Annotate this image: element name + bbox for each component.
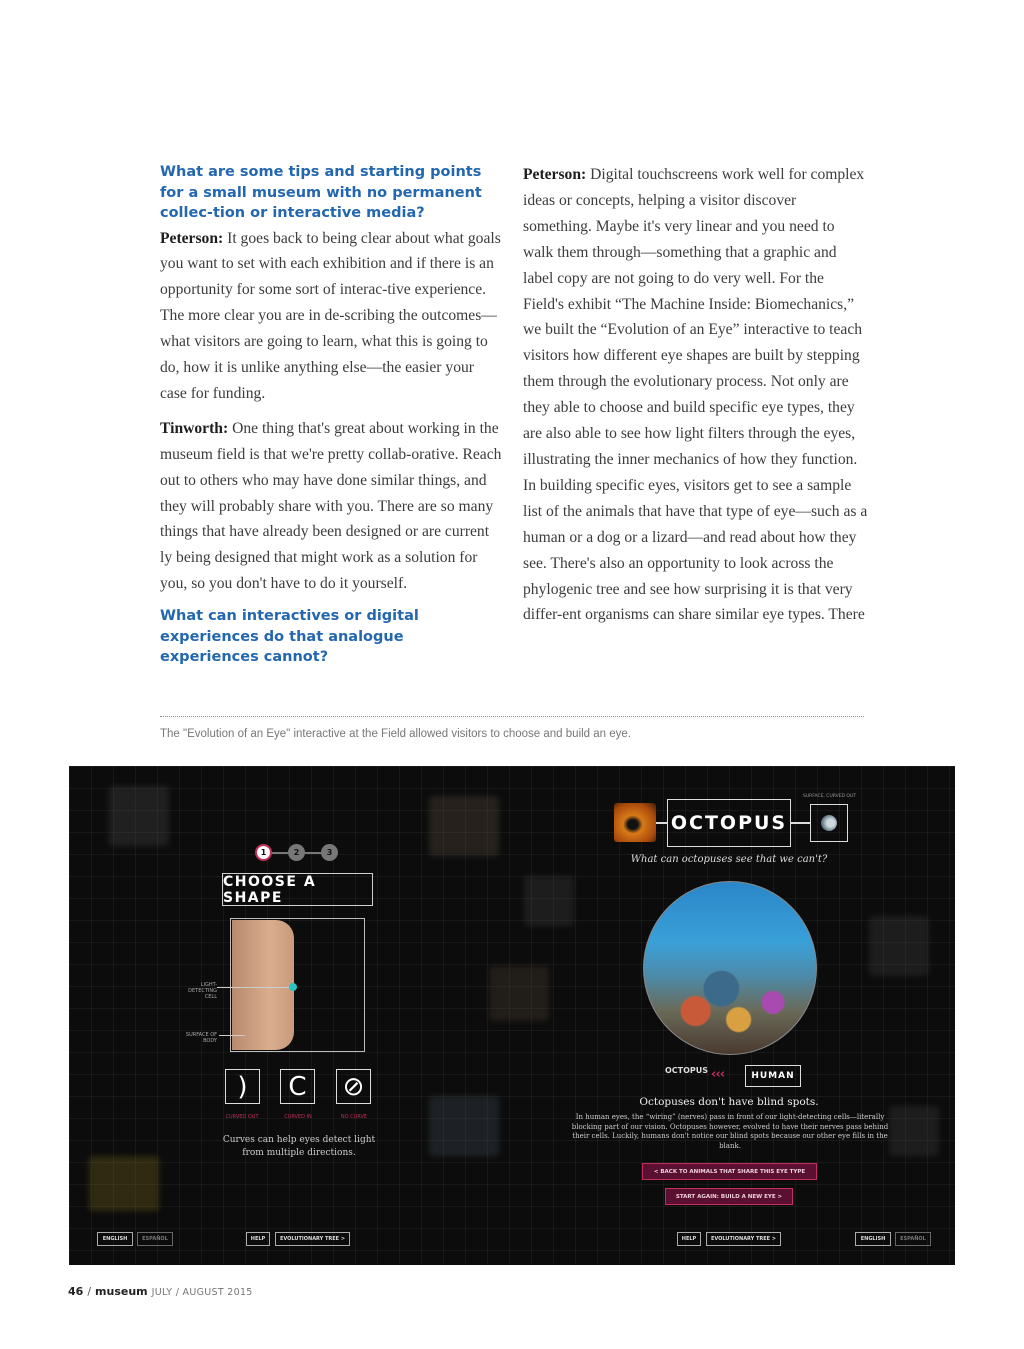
background-tile: [489, 966, 549, 1021]
espanol-button[interactable]: ESPAÑOL: [137, 1232, 173, 1246]
page-footer: [68, 1285, 253, 1298]
label-line: [217, 987, 289, 988]
answer-peterson-1: [160, 226, 502, 407]
step-connector: [305, 852, 321, 854]
option-label: CURVED IN: [284, 1114, 312, 1120]
background-tile: [429, 796, 499, 856]
speaker-name: Tinworth:: [160, 419, 229, 437]
interview-question-2: What can interactives or digital experiences do that analogue experiences cannot?: [160, 608, 419, 666]
blind-spot-body: In human eyes, the “wiring” (nerves) pass in front of our light-detecting cells—literally blocking part of our vision. Octopuses however, evolved to have their nerves pass behind their cells. Luckily, humans don't notice our blind spots because our other eye fills in the blank.: [571, 1113, 889, 1150]
speaker-name: Peterson:: [160, 229, 224, 247]
eye-type-note: SURFACE, CURVED OUT: [803, 794, 857, 799]
eye-shape-icon: [810, 804, 848, 842]
label-line: [219, 1035, 245, 1036]
speaker-name: Peterson:: [523, 166, 587, 183]
article-left-column: [160, 162, 502, 668]
evolutionary-tree-button[interactable]: EVOLUTIONARY TREE >: [706, 1232, 781, 1246]
help-button[interactable]: HELP: [677, 1232, 701, 1246]
curved-in-icon: C: [288, 1071, 307, 1102]
light-cell-marker: [289, 983, 297, 991]
answer-tinworth: [160, 416, 502, 597]
english-button[interactable]: ENGLISH: [855, 1232, 891, 1246]
step-indicator: [255, 844, 338, 861]
english-button[interactable]: ENGLISH: [97, 1232, 133, 1246]
connector-line: [656, 822, 667, 824]
page-number: 46: [68, 1285, 84, 1298]
background-tile: [429, 1096, 499, 1156]
back-to-animals-button[interactable]: < BACK TO ANIMALS THAT SHARE THIS EYE TYPE: [642, 1163, 817, 1180]
octopus-vision-image: [643, 881, 817, 1055]
evolutionary-tree-button[interactable]: EVOLUTIONARY TREE >: [275, 1232, 350, 1246]
curved-out-option[interactable]: [225, 1069, 260, 1104]
option-label: CURVED OUT: [225, 1114, 259, 1120]
animal-question: What can octopuses see that we can't?: [630, 854, 828, 865]
answer-peterson-2: [523, 162, 868, 628]
connector-line: [791, 822, 810, 824]
choose-shape-title: CHOOSE A SHAPE: [222, 873, 373, 906]
background-tile: [89, 1156, 159, 1211]
article-right-column: [523, 162, 868, 628]
option-label: NO CURVE: [340, 1114, 368, 1120]
answer-text: One thing that's great about working in the museum field is that we're pretty collab-orative. Reach out to others who may have done similar things, and they will probably share with you. There are so many things that have already been designed or are current ly being designed that might work as a solution for you, so you don't have to do it yourself.: [160, 419, 502, 593]
interactive-screenshot: [69, 766, 955, 1265]
background-tile: [524, 876, 574, 926]
step-3[interactable]: 3: [321, 844, 338, 861]
label-light-detecting: LIGHT-DETECTING CELL: [188, 982, 217, 1000]
step-connector: [272, 852, 288, 854]
interview-question-1: What are some tips and starting points for a small museum with no permanent collec-tion or interactive media?: [160, 164, 482, 221]
curved-in-option[interactable]: [280, 1069, 315, 1104]
blind-spot-heading: Octopuses don't have blind spots.: [639, 1096, 819, 1108]
magazine-name: museum: [95, 1285, 148, 1298]
footer-separator: /: [87, 1285, 92, 1298]
no-curve-option[interactable]: [336, 1069, 371, 1104]
compare-human-tab[interactable]: HUMAN: [745, 1065, 801, 1087]
compare-octopus-label: OCTOPUS: [665, 1066, 709, 1075]
animal-title: OCTOPUS: [667, 799, 791, 847]
label-surface: SURFACE OF BODY: [185, 1032, 217, 1044]
skin-surface: [232, 920, 294, 1050]
background-tile: [109, 786, 169, 846]
help-button[interactable]: HELP: [246, 1232, 270, 1246]
image-caption: The "Evolution of an Eye" interactive at the Field allowed visitors to choose and build an eye.: [160, 728, 631, 740]
answer-text: Digital touchscreens work well for complex ideas or concepts, helping a visitor discover something. Maybe it's very linear and you need to walk them through—something that a graphic and label copy are not going to do very well. For the Field's exhibit “The Machine Inside: Biomechanics,” we built the “Evolution of an Eye” interactive to teach visitors how different eye shapes are built by stepping them through the evolutionary process. Not only are they able to choose and build specific eye types, they are also able to see how light filters through the eyes, illustrating the inner mechanics of how they function. In building specific eyes, visitors get to see a sample list of the animals that have that type of eye—such as a human or a dog or a lizard—and read about how they see. There's also an opportunity to look across the phylogenic tree and see how surprising it is that very differ-ent organisms can share similar eye types. There: [523, 166, 868, 624]
curved-out-icon: ): [237, 1071, 248, 1102]
start-again-button[interactable]: START AGAIN: BUILD A NEW EYE >: [665, 1188, 793, 1205]
no-curve-icon: ⊘: [342, 1071, 365, 1102]
octopus-eye-thumbnail: [614, 803, 656, 842]
background-tile: [889, 1106, 939, 1156]
caption-divider: [160, 716, 864, 717]
shape-tip: Curves can help eyes detect light from multiple directions.: [222, 1135, 376, 1158]
answer-text: It goes back to being clear about what goals you want to set with each exhibition and if there is an opportunity for some sort of interac-tive experience. The more clear you are in de-scribing the outcomes—what visitors are going to learn, what this is going to do, how it is unlike anything else—the easier your case for funding.: [160, 229, 501, 402]
issue-date: JULY / AUGUST 2015: [151, 1287, 253, 1298]
chevron-left-icon[interactable]: ‹‹‹: [711, 1067, 725, 1082]
background-tile: [869, 916, 929, 976]
step-1[interactable]: 1: [255, 844, 272, 861]
step-2[interactable]: 2: [288, 844, 305, 861]
espanol-button[interactable]: ESPAÑOL: [895, 1232, 931, 1246]
